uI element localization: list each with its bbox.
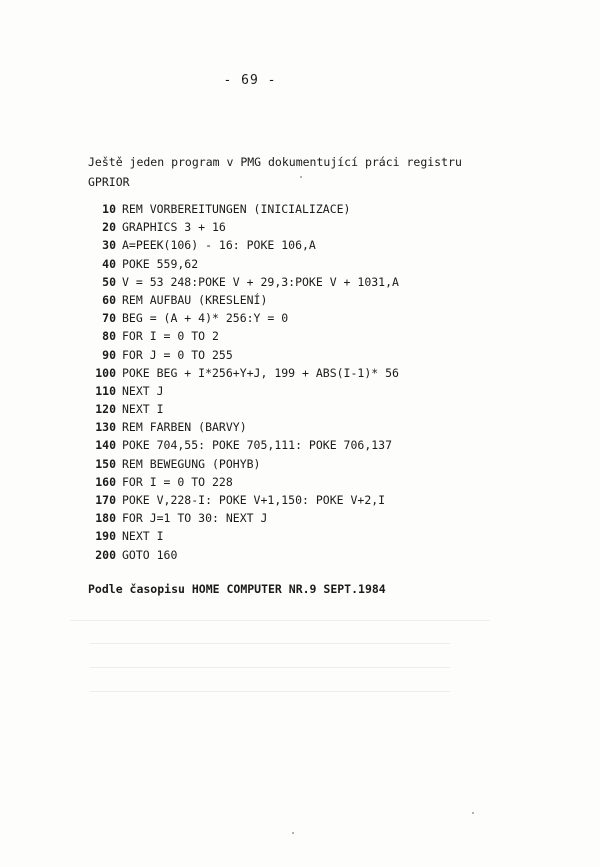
code-line <box>86 346 556 364</box>
line-number: 50 <box>102 274 116 289</box>
line-statement: REM FARBEN (BARVY) <box>122 420 247 435</box>
line-statement: FOR J = 0 TO 255 <box>122 347 233 362</box>
line-statement: GOTO 160 <box>122 547 178 562</box>
code-line <box>86 418 556 436</box>
line-number: 120 <box>95 402 116 417</box>
line-statement: REM BEWEGUNG (POHYB) <box>122 456 261 471</box>
line-statement: A=PEEK(106) - 16: POKE 106,A <box>122 238 316 253</box>
intro-line-1: Ještě jeden program v PMG dokumentující práci registru <box>88 155 462 169</box>
code-line <box>86 509 556 527</box>
code-line <box>86 400 556 418</box>
paper-speck <box>300 176 302 178</box>
paper-speck <box>472 812 474 814</box>
line-number: 170 <box>95 493 116 507</box>
show-through-ghost <box>70 620 490 711</box>
line-number: 60 <box>102 292 116 307</box>
intro-paragraph <box>88 152 528 192</box>
code-line <box>86 491 556 509</box>
line-number: 140 <box>95 438 116 453</box>
line-number: 70 <box>102 311 116 326</box>
code-line <box>86 455 556 473</box>
line-statement: NEXT J <box>122 383 164 398</box>
line-statement: NEXT I <box>122 529 164 544</box>
code-line <box>86 382 556 400</box>
program-listing <box>86 200 556 564</box>
code-line <box>86 364 556 382</box>
code-line <box>86 436 556 454</box>
line-number: 80 <box>102 329 116 344</box>
code-line <box>86 473 556 491</box>
line-statement: POKE V,228-I: POKE V+1,150: POKE V+2,I <box>122 493 386 507</box>
line-statement: POKE 704,55: POKE 705,111: POKE 706,137 <box>122 438 393 453</box>
line-number: 190 <box>95 529 116 544</box>
code-line <box>86 291 556 309</box>
code-line <box>86 236 556 254</box>
line-statement: FOR J=1 TO 30: NEXT J <box>122 511 268 526</box>
line-statement: FOR I = 0 TO 228 <box>122 474 233 489</box>
code-line <box>86 327 556 345</box>
line-statement: POKE BEG + I*256+Y+J, 199 + ABS(I-1)* 56 <box>122 365 399 380</box>
ghost-rule <box>90 643 450 644</box>
code-line <box>86 309 556 327</box>
line-number: 200 <box>95 547 116 562</box>
code-line <box>86 200 556 218</box>
line-statement: NEXT I <box>122 402 164 417</box>
line-number: 30 <box>102 238 116 253</box>
code-line <box>86 218 556 236</box>
line-number: 130 <box>95 420 116 435</box>
line-statement: POKE 559,62 <box>122 256 199 271</box>
line-number: 10 <box>102 202 116 216</box>
line-number: 20 <box>102 220 116 235</box>
line-number: 160 <box>95 474 116 489</box>
line-statement: V = 53 248:POKE V + 29,3:POKE V + 1031,A <box>122 274 399 289</box>
line-number: 180 <box>95 511 116 526</box>
source-citation: Podle časopisu HOME COMPUTER NR.9 SEPT.1984 <box>88 582 386 596</box>
line-number: 110 <box>95 383 116 398</box>
line-statement: BEG = (A + 4)* 256:Y = 0 <box>122 311 289 326</box>
line-number: 90 <box>102 347 116 362</box>
ghost-rule <box>90 691 450 692</box>
code-line <box>86 255 556 273</box>
code-line <box>86 546 556 564</box>
code-line <box>86 527 556 545</box>
intro-line-2: GPRIOR <box>88 175 130 189</box>
line-number: 40 <box>102 256 116 271</box>
line-number: 150 <box>95 456 116 471</box>
paper-speck <box>292 832 294 834</box>
line-statement: REM AUFBAU (KRESLENÍ) <box>122 292 268 307</box>
line-number: 100 <box>95 365 116 380</box>
code-line <box>86 273 556 291</box>
line-statement: FOR I = 0 TO 2 <box>122 329 219 344</box>
page-number: - 69 - <box>223 73 277 88</box>
line-statement: GRAPHICS 3 + 16 <box>122 220 226 235</box>
ghost-rule <box>90 667 450 668</box>
line-statement: REM VORBEREITUNGEN (INICIALIZACE) <box>122 202 351 216</box>
